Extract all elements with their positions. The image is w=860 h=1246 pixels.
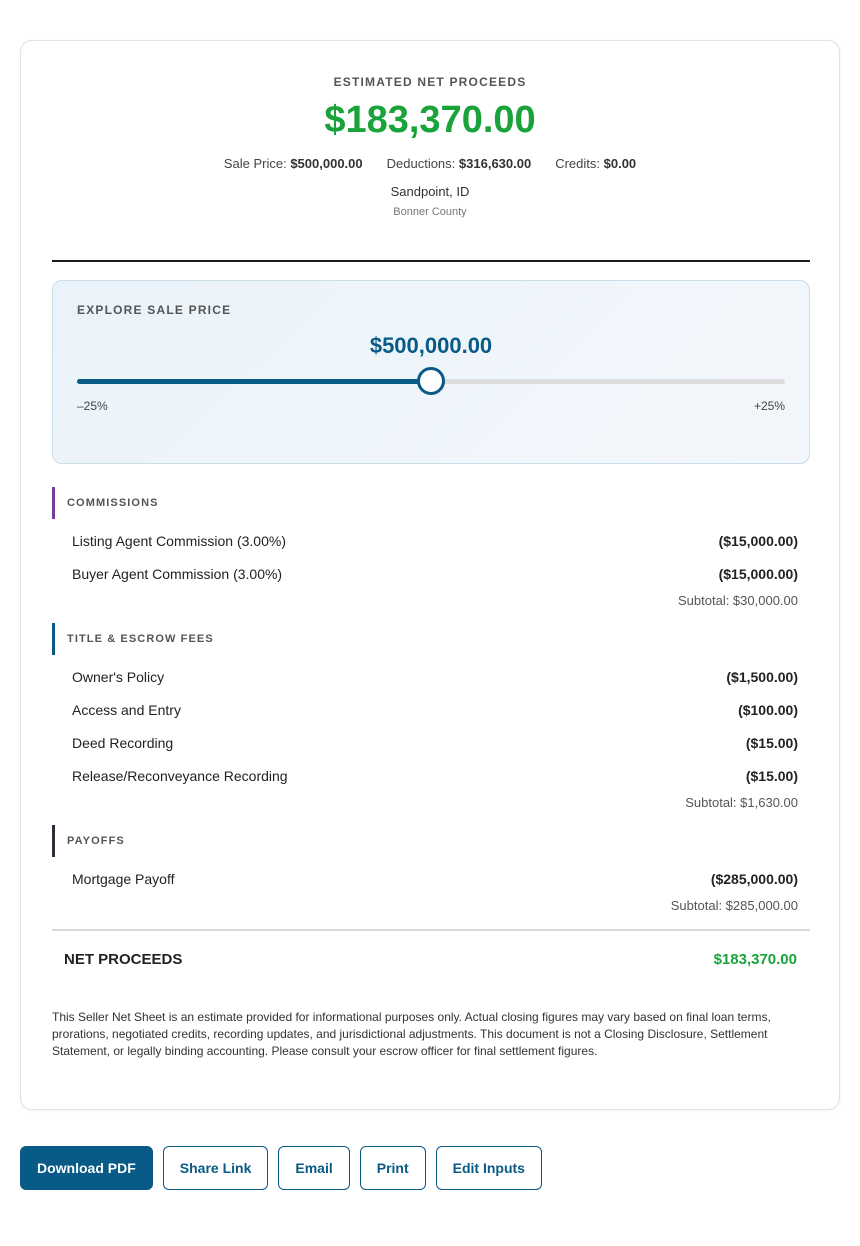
explore-amount: $500,000.00 — [369, 333, 493, 358]
action-bar — [20, 1146, 542, 1190]
line-item — [52, 863, 810, 896]
disclaimer-text: This Seller Net Sheet is an estimate provided for informational purposes only. Actual closing figures may vary based on final loan terms, prorations, negotiated credits, recording updates, and jurisdictional adjustments. This document is not a Closing Disclosure, Settlement Statement, or legally binding accounting. Please consult your escrow officer for final settlement figures. — [52, 1010, 771, 1058]
property-county: Bonner County — [393, 206, 467, 218]
credits-value: $0.00 — [603, 156, 637, 171]
net-proceeds-total-value: $183,370.00 — [713, 951, 797, 968]
email-button[interactable]: Email — [278, 1146, 349, 1190]
line-item — [52, 760, 810, 793]
deductions-label: Deductions: — [386, 156, 456, 171]
line-item-label: Owner's Policy — [72, 669, 165, 685]
sale-price-label: Sale Price: — [223, 156, 287, 171]
line-item — [52, 558, 810, 591]
property-location: Sandpoint, ID — [390, 184, 470, 199]
share-link-button[interactable]: Share Link — [163, 1146, 269, 1190]
credits-stat — [555, 156, 636, 171]
line-item-label: Mortgage Payoff — [72, 871, 175, 887]
summary-stats — [21, 156, 839, 171]
line-item-label: Access and Entry — [72, 702, 181, 718]
section-title: TITLE & ESCROW FEES — [52, 623, 810, 655]
line-item — [52, 525, 810, 558]
section-subtotal: Subtotal: $1,630.00 — [685, 795, 798, 810]
net-proceeds-total-label: NET PROCEEDS — [64, 951, 183, 968]
line-item-amount: ($285,000.00) — [710, 871, 798, 887]
credits-label: Credits: — [555, 156, 600, 171]
line-item-label: Buyer Agent Commission (3.00%) — [72, 566, 283, 582]
slider-min-label: –25% — [77, 399, 108, 413]
download-pdf-button[interactable]: Download PDF — [20, 1146, 153, 1190]
line-item-amount: ($1,500.00) — [726, 669, 798, 685]
line-item-amount: ($15,000.00) — [718, 566, 798, 582]
slider-max-label: +25% — [753, 399, 785, 413]
net-divider — [52, 929, 810, 931]
line-item-amount: ($15,000.00) — [718, 533, 798, 549]
net-proceeds-label: ESTIMATED NET PROCEEDS — [333, 75, 527, 89]
print-button[interactable]: Print — [360, 1146, 426, 1190]
line-item-label: Release/Reconveyance Recording — [72, 768, 288, 784]
line-item-amount: ($15.00) — [745, 735, 798, 751]
line-item — [52, 694, 810, 727]
edit-inputs-button[interactable]: Edit Inputs — [436, 1146, 542, 1190]
net-sheet-card — [20, 40, 840, 1110]
deductions-value: $316,630.00 — [458, 156, 532, 171]
sale-price-stat — [224, 156, 363, 171]
net-proceeds-amount: $183,370.00 — [324, 99, 536, 141]
slider-fill — [77, 379, 431, 384]
line-item-amount: ($15.00) — [745, 768, 798, 784]
line-item — [52, 727, 810, 760]
explore-label: EXPLORE SALE PRICE — [77, 303, 232, 317]
line-item-label: Listing Agent Commission (3.00%) — [72, 533, 286, 549]
explore-sale-price-panel — [52, 280, 810, 464]
sale-price-value: $500,000.00 — [290, 156, 363, 171]
section-subtotal: Subtotal: $285,000.00 — [670, 898, 798, 913]
section-subtotal: Subtotal: $30,000.00 — [678, 593, 798, 608]
line-item-label: Deed Recording — [72, 735, 174, 751]
line-item — [52, 661, 810, 694]
header-divider — [52, 260, 810, 262]
section-title: COMMISSIONS — [52, 487, 810, 519]
slider-thumb[interactable] — [417, 367, 445, 395]
line-item-amount: ($100.00) — [738, 702, 798, 718]
section-title: PAYOFFS — [52, 825, 810, 857]
deductions-stat — [387, 156, 532, 171]
sale-price-slider[interactable] — [77, 379, 785, 384]
